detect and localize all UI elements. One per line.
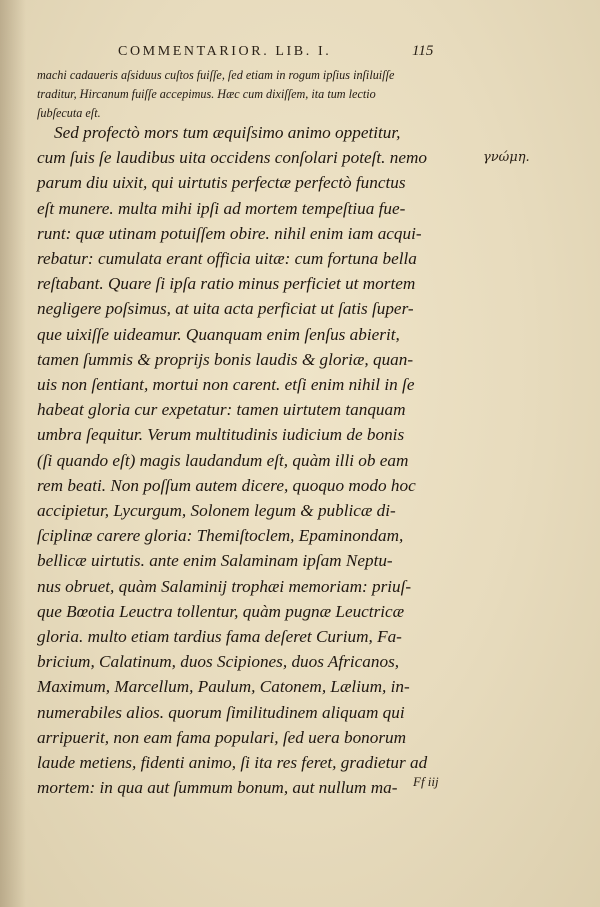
running-title: COMMENTARIOR. LIB. I. xyxy=(118,44,332,59)
text-line: habeat gloria cur expetatur: tamen uirtutem tanquam xyxy=(37,400,406,420)
text-line: nus obruet, quàm Salaminij trophæi memoriam: priuſ- xyxy=(37,576,412,596)
text-line: que Bœotia Leuctra tollentur, quàm pugnæ Leuctricæ xyxy=(37,601,405,621)
text-line: gloria. multo etiam tardius fama deſeret Curium, Fa- xyxy=(37,627,402,647)
text-line: negligere poſsimus, at uita acta perficiat ut ſatis ſuper- xyxy=(37,299,414,319)
marginal-note: γνώμη. xyxy=(483,150,530,165)
text-line: tamen ſummis & proprijs bonis laudis & gloriæ, quan- xyxy=(37,349,414,369)
text-line: accipietur, Lycurgum, Solonem legum & publicæ di- xyxy=(37,501,396,521)
note-line: ſubſecuta eſt. xyxy=(37,106,101,120)
text-line: Sed profectò mors tum æquiſsimo animo oppetitur, xyxy=(54,123,401,142)
text-line: uis non ſentiant, mortui non carent. etſi enim nihil in ſe xyxy=(37,375,415,395)
text-line: umbra ſequitur. Verum multitudinis iudicium de bonis xyxy=(37,425,405,445)
gutter-shadow xyxy=(0,0,26,907)
text-line: (ſi quando eſt) magis laudandum eſt, quàm illi ob eam xyxy=(37,450,409,470)
text-line: rebatur: cumulata erant officia uitæ: cum fortuna bella xyxy=(37,249,417,269)
note-line: machi cadaueris aſsiduus cuſtos fuiſſe, ſed etiam in rogum ipſius inſiluiſſe xyxy=(37,68,395,82)
text-line: Maximum, Marcellum, Paulum, Catonem, Lælium, in- xyxy=(37,677,410,697)
text-line: rem beati. Non poſſum autem dicere, quoquo modo hoc xyxy=(37,475,416,495)
text-line: laude metiens, fidenti animo, ſi ita res feret, gradietur ad xyxy=(37,753,428,773)
page-number: 115 xyxy=(412,43,434,59)
main-text-block xyxy=(37,120,477,800)
text-line: numerabiles alios. quorum ſimilitudinem aliquam qui xyxy=(37,702,405,722)
text-line: reſtabant. Quare ſi ipſa ratio minus perficiet ut mortem xyxy=(37,274,416,294)
text-line: eſt munere. multa mihi ipſi ad mortem tempeſtiua fue- xyxy=(37,198,406,218)
text-line: bellicæ uirtutis. ante enim Salaminam ipſam Neptu- xyxy=(37,551,393,571)
text-line: arripuerit, non eam fama populari, ſed uera bonorum xyxy=(37,727,407,747)
signature-mark: Ff iij xyxy=(413,774,439,789)
text-line: runt: quæ utinam potuiſſem obire. nihil enim iam acqui- xyxy=(37,223,422,243)
note-line: traditur, Hircanum fuiſſe accepimus. Hæc cum dixiſſem, ita tum lectio xyxy=(37,87,376,101)
text-line: mortem: in qua aut ſummum bonum, aut nullum ma- xyxy=(37,778,398,798)
footnote-block xyxy=(37,66,477,123)
text-line: que uixiſſe uideamur. Quanquam enim ſenſus abierit, xyxy=(37,324,400,344)
text-line: bricium, Calatinum, duos Scipiones, duos Africanos, xyxy=(37,652,400,672)
text-line: cum ſuis ſe laudibus uita occidens conſolari poteſt. nemo xyxy=(37,148,428,168)
text-line: parum diu uixit, qui uirtutis perfectæ perfectò functus xyxy=(37,173,406,193)
text-line: ſciplinæ carere gloria: Themiſtoclem, Epaminondam, xyxy=(37,526,404,546)
